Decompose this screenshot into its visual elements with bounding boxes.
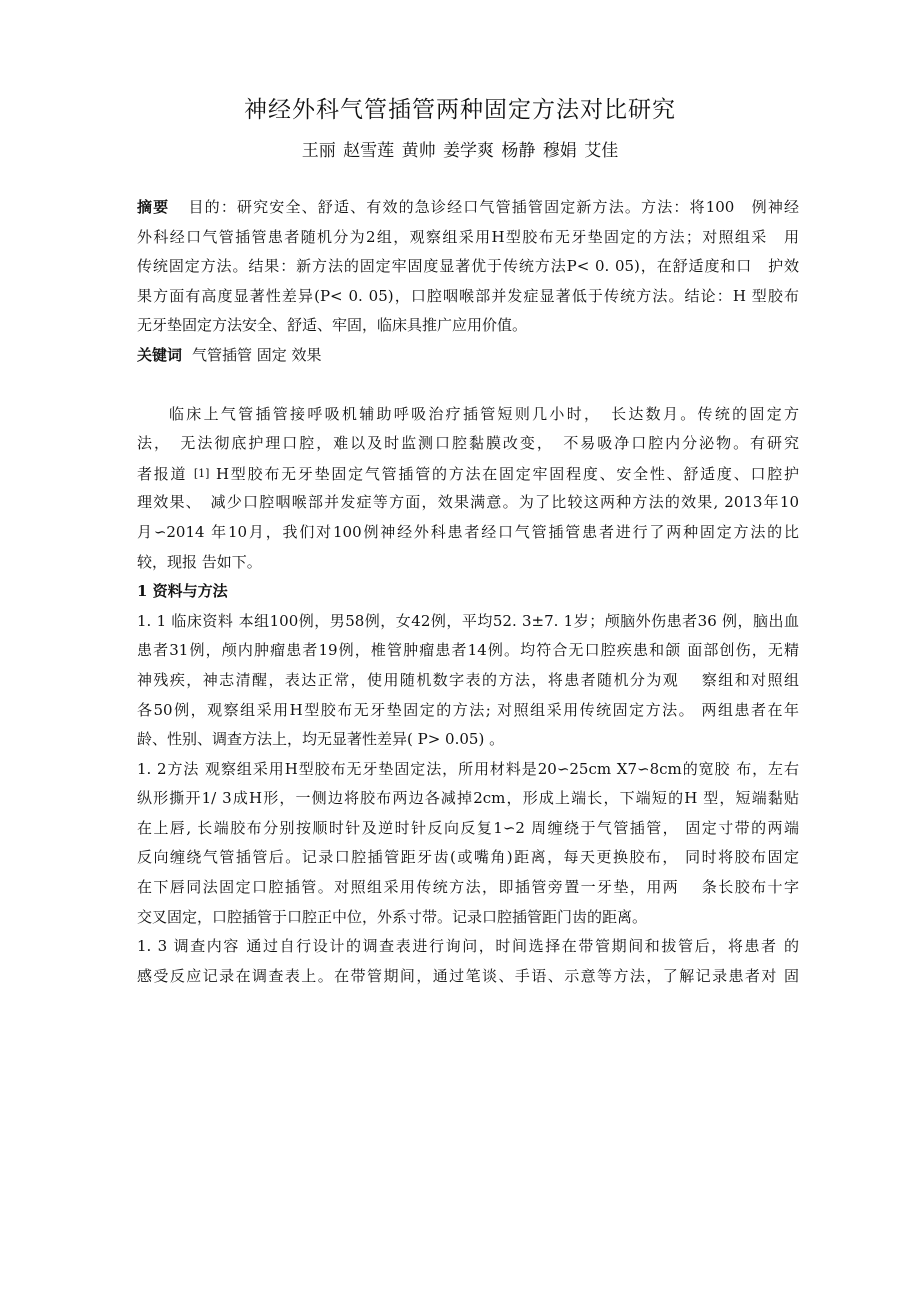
- section-line: 反向缠绕气管插管后。记录口腔插管距牙齿(或嘴角)距离，每天更换胶布， 同时将胶布固定: [137, 848, 799, 867]
- section-line: 各50例，观察组采用H型胶布无牙垫固定的方法; 对照组采用传统固定方法。 两组患者在年: [137, 700, 799, 719]
- section-line: 龄、性别、调查方法上，均无显著性差异( P> 0.05) 。: [137, 730, 505, 749]
- section-line: 感受反应记录在调查表上。在带管期间，通过笔谈、手语、示意等方法，了解记录患者对 固: [137, 966, 799, 985]
- intro-line: [137, 459, 799, 489]
- abstract-line: 无牙垫固定方法安全、舒适、牢固，临床具推广应用价值。: [137, 316, 528, 335]
- section-line: 在下唇同法固定口腔插管。对照组采用传统方法，即插管旁置一牙垫，用两 条长胶布十字: [137, 878, 799, 897]
- intro-line: 法， 无法彻底护理口腔，难以及时监测口腔黏膜改变， 不易吸净口腔内分泌物。有研究: [137, 434, 799, 453]
- section-1-3: [137, 932, 799, 991]
- abstract-label: 摘要: [137, 198, 170, 216]
- section-line: 交叉固定，口腔插管于口腔正中位，外系寸带。记录口腔插管距门齿的距离。: [137, 907, 648, 926]
- abstract-line: 传统固定方法。结果：新方法的固定牢固度显著优于传统方法P< 0. 05)，在舒适度和口 护效: [137, 257, 799, 276]
- intro-line: 临床上气管插管接呼吸机辅助呼吸治疗插管短则几小时， 长达数月。传统的固定方: [169, 404, 799, 423]
- intro-line: 理效果、 减少口腔咽喉部并发症等方面，效果满意。为了比较这两种方法的效果, 2013年10: [137, 493, 799, 512]
- section-line: 神残疾，神志清醒，表达正常，使用随机数字表的方法，将患者随机分为观 察组和对照组: [137, 670, 799, 689]
- paper-title: 神经外科气管插管两种固定方法对比研究: [244, 97, 676, 123]
- intro-text: 者报道: [137, 464, 194, 483]
- keywords-label: 关键词: [137, 345, 183, 364]
- keywords-text: 气管插管 固定 效果: [192, 345, 322, 364]
- abstract-block: [137, 193, 799, 341]
- intro-text: H型胶布无牙垫固定气管插管的方法在固定牢固程度、安全性、舒适度、口腔护: [209, 464, 799, 483]
- keywords-line: [137, 341, 799, 371]
- section-gap: [137, 371, 799, 400]
- section-line: 在上唇, 长端胶布分别按顺时针及逆时针反向反复1∽2 周缠绕于气管插管， 固定寸带的两端: [137, 818, 799, 837]
- section-1-2: [137, 755, 799, 933]
- section-line: 1. 1 临床资料 本组100例，男58例，女42例，平均52. 3±7. 1岁；颅脑外伤患者36 例，脑出血: [137, 611, 799, 630]
- intro-line: 月∽2014 年10月，我们对100例神经外科患者经口气管插管患者进行了两种固定方法的比: [137, 522, 799, 541]
- section-heading: 1 资料与方法: [137, 582, 228, 601]
- intro-line: 较，现报 告如下。: [137, 552, 262, 571]
- section-line: 1. 3 调查内容 通过自行设计的调查表进行询问，时间选择在带管期间和拔管后，将患者 的: [137, 937, 799, 956]
- citation-ref: [1]: [193, 466, 210, 480]
- abstract-line: 果方面有高度显著性差异(P< 0. 05)，口腔咽喉部并发症显著低于传统方法。结论：H 型胶布: [137, 286, 799, 305]
- paper-authors: 王丽 赵雪莲 黄帅 姜学爽 杨静 穆娟 艾佳: [301, 141, 619, 161]
- abstract-line: [137, 193, 799, 223]
- section-line: 患者31例，颅内肿瘤患者19例，椎管肿瘤患者14例。均符合无口腔疾患和颌 面部创伤，无精: [137, 641, 799, 660]
- paper-body: [137, 193, 799, 991]
- section-line: 1. 2方法 观察组采用H型胶布无牙垫固定法，所用材料是20∽25cm X7∽8cm的宽胶 布，左右: [137, 759, 799, 778]
- abstract-text: 目的：研究安全、舒适、有效的急诊经口气管插管固定新方法。方法：将100 例神经: [187, 198, 799, 216]
- section-1-1: [137, 607, 799, 755]
- intro-block: [137, 400, 799, 578]
- section-line: 纵形撕开1/ 3成H形，一侧边将胶布两边各减掉2cm，形成上端长，下端短的H 型，短端黏贴: [137, 789, 799, 808]
- abstract-line: 外科经口气管插管患者随机分为2组，观察组采用H型胶布无牙垫固定的方法；对照组采 用: [137, 227, 799, 246]
